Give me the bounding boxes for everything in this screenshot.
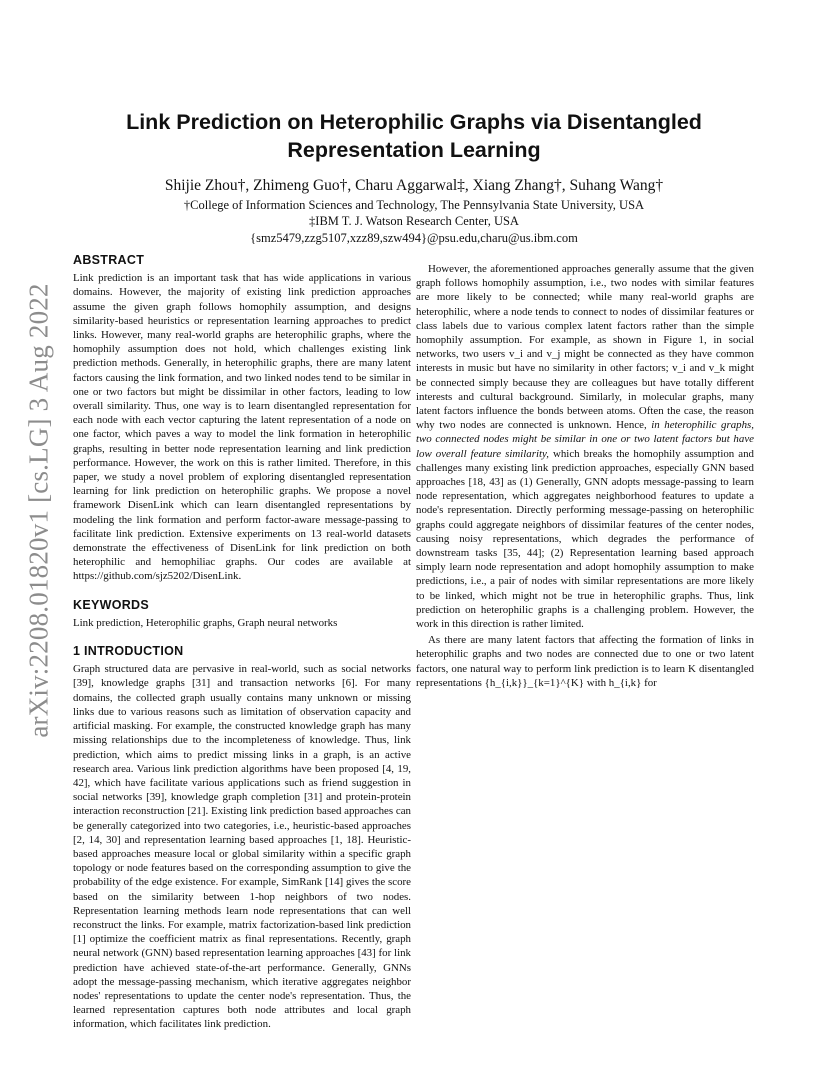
author-emails: {smz5479,zzg5107,xzz89,szw494}@psu.edu,charu@us.ibm.com [250, 231, 578, 245]
abstract-heading: ABSTRACT [73, 253, 145, 267]
author-list: Shijie Zhou†, Zhimeng Guo†, Charu Aggarwal‡, Xiang Zhang†, Suhang Wang† [164, 177, 664, 194]
left-column [73, 253, 411, 1032]
keywords-text: Link prediction, Heterophilic graphs, Graph neural networks [73, 616, 338, 629]
abstract-text: Link prediction is an important task that has wide applications in various domains. However, the majority of existing link prediction approaches assume the given graph follows homophily assumption, and designs similarity-based heuristics or representation learning approaches to predict links. However, many real-world graphs are heterophilic graphs, where the homophily assumption does not hold, which challenges existing link prediction methods. Generally, in heterophilic graphs, there are many latent factors causing the link formation, and two linked nodes tend to be similar in one or two factors but might be dissimilar in other factors, leading to low overall similarity. Thus, one way is to learn disentangled representation for each node with each vector capturing the latent representation of a node on one factor, which paves a way to model the link formation in heterophilic graphs, resulting in better node representation learning and link prediction performance. However, the work on this is rather limited. Therefore, in this paper, we study a novel problem of exploring disentangled representation learning for link prediction on heterophilic graphs. We propose a novel framework DisenLink which can learn disentangled representations by modeling the link formation and perform factor-aware message-passing to facilitate link prediction. Extensive experiments on 13 real-world datasets demonstrate the effectiveness of DisenLink for link prediction on both heterophilic and hemophiliac graphs. Our codes are available at https://github.com/sjz5202/DisenLink. [73, 272, 411, 583]
affiliation-psu: †College of Information Sciences and Technology, The Pennsylvania State University, USA [183, 198, 645, 212]
introduction-heading: 1 INTRODUCTION [73, 644, 184, 659]
affiliation-ibm: ‡IBM T. J. Watson Research Center, USA [309, 214, 519, 228]
arxiv-stamp-text: arXiv:2208.01820v1 [cs.LG] 3 Aug 2022 [23, 282, 54, 738]
right-column [416, 262, 754, 690]
introduction-paragraph-1: Graph structured data are pervasive in real-world, such as social networks [39], knowledge graphs [31] and transaction networks [6]. For many domains, the collected graph usually contains many unknown or missing links due to various reasons such as limitation of observation capacity and artificial masking. For example, the constructed knowledge graph has many missing relationships due to the incompleteness of knowledge. Thus, link prediction, which aims to predict missing links in a graph, is an active research area. Various link prediction algorithms have been proposed [4, 19, 42], which have facilitate various applications such as friend suggestion in social networks [39], knowledge graph completion [31] and protein-protein interaction reconstruction [21]. Existing link prediction based approaches can be generally categorized into two categories, i.e., heuristic-based approaches [2, 14, 30] and representation learning based approaches [1, 18]. Heuristic-based approaches measure local or global similarity within a specific graph topology or node features based on the corresponding assumption to give the probability of the edge existence. For example, SimRank [14] gives the score based on the similarity between 1-hop neighbors of two nodes. Representation learning methods learn node representations that can well reconstruct the links. For example, matrix factorization-based link prediction [1] optimize the coefficient matrix as final representations. Recently, graph neural network (GNN) based representation learning approaches [43] for link prediction have achieved state-of-the-art performance. Generally, GNNs adopt the message-passing mechanism, which iterative aggregates neighbor nodes' representations to update the center node's representation. Thus, the learned representation captures both node attributes and local graph information, which facilitates link prediction. [73, 663, 411, 1031]
paper-title: Link Prediction on Heterophilic Graphs via Disentangled Representation Learning [126, 110, 702, 162]
introduction-paragraph-2: However, the aforementioned approaches generally assume that the given graph follows homophily assumption, i.e., two nodes with similar features are more likely to be connected; while many real-world graphs are heterophilic, where a node tends to connect to nodes of dissimilar features or class labels due to various complex latent factors rather than the simple homophily assumption. For example, as shown in Figure 1, in social networks, two users v_i and v_j might be connected as they have common interests in music but have no similarity in other factors; v_i and v_k might be connected simply because they are colleagues but have totally different interests and cultural background. Similarly, in molecular graphs, many latent factors influence the bonds between atoms. Often the case, the reason why two nodes are connected is unknown. Hence, in heterophilic graphs, two connected nodes might be similar in one or two latent factors but have low overall feature similarity, which breaks the homophily assumption and challenges many existing link prediction approaches, especially GNN based approaches [18, 43] as (1) Generally, GNN adopts message-passing to learn node representation, which aggregates neighborhood features to update a node's representation. Directly performing message-passing on heterophilic graphs could aggregate neighbors of dissimilar features of the center nodes, causing noisy representations, which degrades the performance of downstream tasks [35, 44]; (2) Representation learning based approach simply learn node representation and adopt homophily assumption to make predictions, i.e., a pair of nodes with similar representations are more likely to be linked, which might not be true in heterophilic graphs. Thus, link prediction on heterophilic graphs is a challenging problem. However, the work in this direction is rather limited. [416, 263, 754, 631]
introduction-paragraph-3: As there are many latent factors that affecting the formation of links in heterophilic graphs and two nodes are connected due to one or two latent factors, one natural way to perform link prediction is to learn K disentangled representations {h_{i,k}}_{k=1}^{K} with h_{i,k} for [416, 634, 754, 689]
keywords-heading: KEYWORDS [73, 597, 150, 612]
arxiv-stamp [18, 282, 60, 738]
emphasized-claim: in heterophilic graphs, two connected nodes might be similar in one or two latent factors but have low overall feature similarity, [416, 419, 754, 460]
